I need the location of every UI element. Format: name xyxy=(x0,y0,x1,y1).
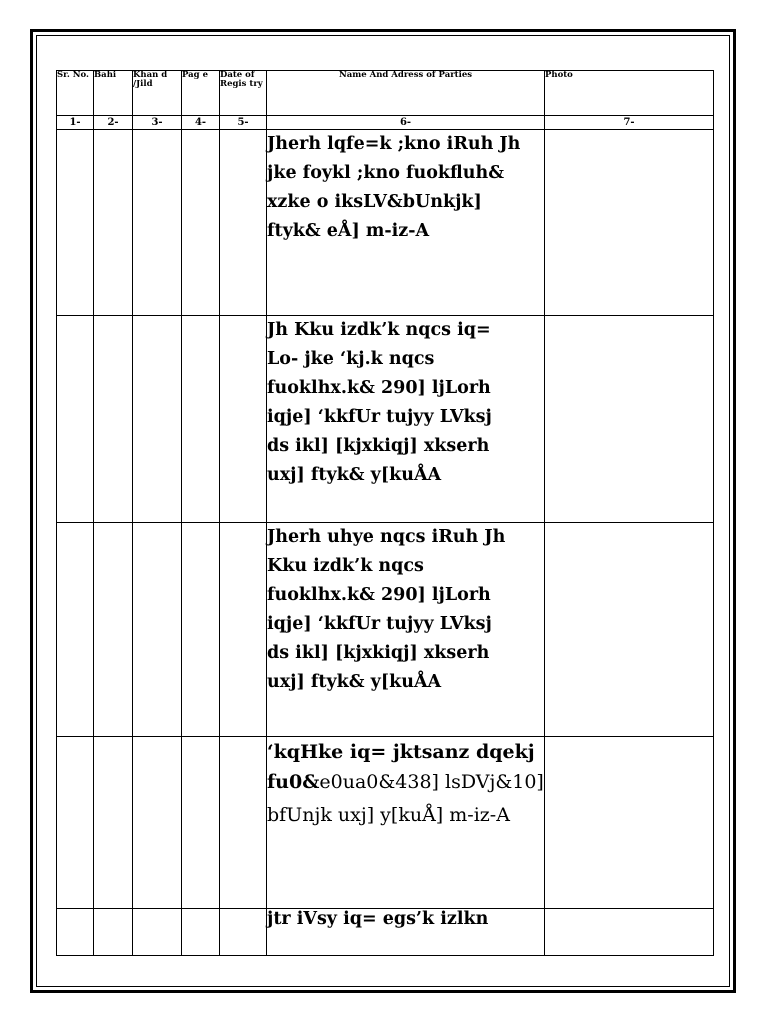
header-khand-jild: Khan d /Jild xyxy=(133,71,182,116)
party-details xyxy=(267,130,545,316)
header-name-address: Name And Adress of Parties xyxy=(267,71,545,116)
header-bahi: Bahi xyxy=(94,71,133,116)
entry-line: Jherh lqfe=k ;kno iRuh Jh xyxy=(267,134,521,154)
entry-line: bfUnjk uxj] y[kuÅ] m-iz-A xyxy=(267,804,510,826)
column-number: 1- xyxy=(57,116,94,130)
header-row xyxy=(57,71,714,116)
entry-line: uxj] ftyk& y[kuÅA xyxy=(267,465,442,485)
entry-line: ds ikl] [kjxkiqj] xkserh xyxy=(267,436,490,456)
column-number: 5- xyxy=(220,116,267,130)
photo-cell xyxy=(545,523,714,737)
photo-cell xyxy=(545,130,714,316)
column-number: 7- xyxy=(545,116,714,130)
entry-line-prefix: fu0& xyxy=(267,771,320,793)
party-details xyxy=(267,909,545,956)
entry-line: xzke o iksLV&bUnkjk] xyxy=(267,192,482,212)
entry-line: jtr iVsy iq= egs’k izlkn xyxy=(267,909,489,929)
entry-line: fuoklhx.k& 290] ljLorh xyxy=(267,378,491,398)
header-sr-no: Sr. No. xyxy=(57,71,94,116)
header-photo: Photo xyxy=(545,71,714,116)
entry-line: ftyk& eÅ] m-iz-A xyxy=(267,221,430,241)
header-page: Pag e xyxy=(182,71,220,116)
entry-line: Lo- jke ‘kj.k nqcs xyxy=(267,349,435,369)
entry-line: Jherh uhye nqcs iRuh Jh xyxy=(267,527,506,547)
entry-line: fuoklhx.k& 290] ljLorh xyxy=(267,585,491,605)
table-row xyxy=(57,909,714,956)
entry-line: iqje] ‘kkfUr tujyy LVksj xyxy=(267,614,492,634)
entry-line: uxj] ftyk& y[kuÅA xyxy=(267,672,442,692)
column-number-row xyxy=(57,116,714,130)
party-details xyxy=(267,523,545,737)
entry-line: ds ikl] [kjxkiqj] xkserh xyxy=(267,643,490,663)
entry-line: jke foykl ;kno fuokfluh& xyxy=(267,163,505,183)
entry-line: Kku izdk’k nqcs xyxy=(267,556,424,576)
table-row xyxy=(57,737,714,909)
table-row xyxy=(57,316,714,523)
photo-cell xyxy=(545,737,714,909)
column-number: 2- xyxy=(94,116,133,130)
header-date-of-registry: Date of Regis try xyxy=(220,71,267,116)
entry-line-address: e0ua0&438] lsDVj&10] xyxy=(319,771,544,793)
party-details xyxy=(267,316,545,523)
party-details xyxy=(267,737,545,909)
entry-line: ‘kqHke iq= jktsanz dqekj xyxy=(267,741,535,763)
column-number: 3- xyxy=(133,116,182,130)
column-number: 6- xyxy=(267,116,545,130)
entry-line: Jh Kku izdk’k nqcs iq= xyxy=(267,320,491,340)
entry-line: iqje] ‘kkfUr tujyy LVksj xyxy=(267,407,492,427)
photo-cell xyxy=(545,909,714,956)
photo-cell xyxy=(545,316,714,523)
registry-table xyxy=(56,70,714,956)
column-number: 4- xyxy=(182,116,220,130)
table-row xyxy=(57,523,714,737)
entry-line xyxy=(267,770,544,794)
table-row xyxy=(57,130,714,316)
